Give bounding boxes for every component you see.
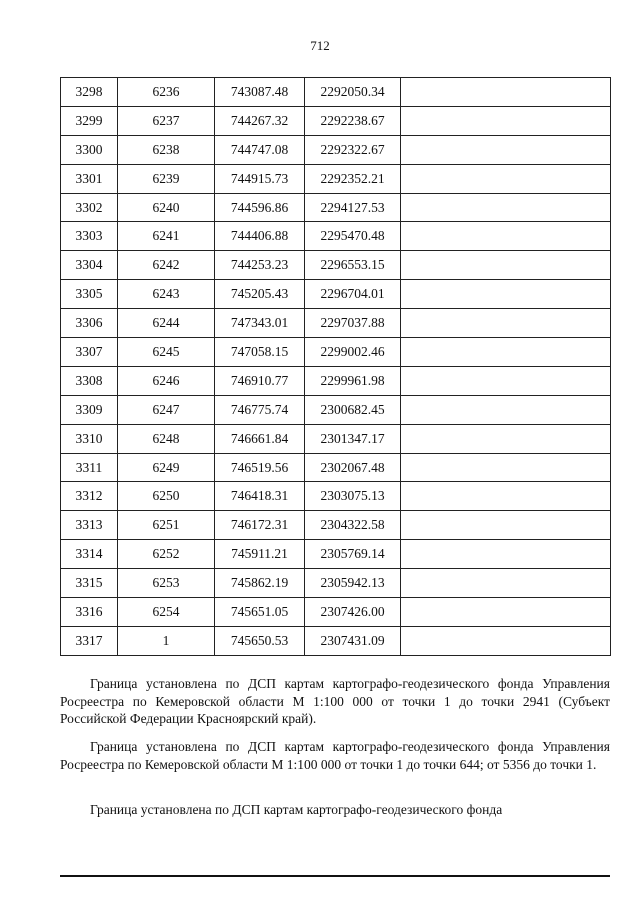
x-coordinate-cell: 744596.86 bbox=[215, 193, 305, 222]
point-number-cell: 6239 bbox=[118, 164, 215, 193]
table-row bbox=[61, 135, 611, 164]
row-number-cell: 3313 bbox=[61, 511, 118, 540]
x-coordinate-cell: 744747.08 bbox=[215, 135, 305, 164]
row-number-cell: 3308 bbox=[61, 366, 118, 395]
row-number-cell: 3301 bbox=[61, 164, 118, 193]
row-number-cell: 3302 bbox=[61, 193, 118, 222]
x-coordinate-cell: 746661.84 bbox=[215, 424, 305, 453]
x-coordinate-cell: 745650.53 bbox=[215, 626, 305, 655]
y-coordinate-cell: 2301347.17 bbox=[305, 424, 401, 453]
point-number-cell: 6244 bbox=[118, 309, 215, 338]
bottom-rule bbox=[60, 875, 610, 877]
note-cell bbox=[401, 164, 611, 193]
point-number-cell: 6248 bbox=[118, 424, 215, 453]
x-coordinate-cell: 743087.48 bbox=[215, 78, 305, 107]
point-number-cell: 6238 bbox=[118, 135, 215, 164]
table-row bbox=[61, 309, 611, 338]
row-number-cell: 3310 bbox=[61, 424, 118, 453]
table-row bbox=[61, 395, 611, 424]
x-coordinate-cell: 746172.31 bbox=[215, 511, 305, 540]
x-coordinate-cell: 747343.01 bbox=[215, 309, 305, 338]
table-row bbox=[61, 626, 611, 655]
note-cell bbox=[401, 309, 611, 338]
table-row bbox=[61, 164, 611, 193]
table-row bbox=[61, 598, 611, 627]
point-number-cell: 6241 bbox=[118, 222, 215, 251]
row-number-cell: 3309 bbox=[61, 395, 118, 424]
y-coordinate-cell: 2300682.45 bbox=[305, 395, 401, 424]
row-number-cell: 3303 bbox=[61, 222, 118, 251]
y-coordinate-cell: 2305942.13 bbox=[305, 569, 401, 598]
note-cell bbox=[401, 598, 611, 627]
y-coordinate-cell: 2307431.09 bbox=[305, 626, 401, 655]
note-cell bbox=[401, 424, 611, 453]
coordinates-table bbox=[60, 77, 611, 656]
note-cell bbox=[401, 193, 611, 222]
note-cell bbox=[401, 511, 611, 540]
point-number-cell: 6253 bbox=[118, 569, 215, 598]
point-number-cell: 6237 bbox=[118, 106, 215, 135]
x-coordinate-cell: 744267.32 bbox=[215, 106, 305, 135]
point-number-cell: 1 bbox=[118, 626, 215, 655]
row-number-cell: 3306 bbox=[61, 309, 118, 338]
note-cell bbox=[401, 78, 611, 107]
table-row bbox=[61, 78, 611, 107]
row-number-cell: 3300 bbox=[61, 135, 118, 164]
x-coordinate-cell: 744253.23 bbox=[215, 251, 305, 280]
row-number-cell: 3317 bbox=[61, 626, 118, 655]
y-coordinate-cell: 2292352.21 bbox=[305, 164, 401, 193]
point-number-cell: 6249 bbox=[118, 453, 215, 482]
point-number-cell: 6254 bbox=[118, 598, 215, 627]
point-number-cell: 6243 bbox=[118, 280, 215, 309]
point-number-cell: 6250 bbox=[118, 482, 215, 511]
boundary-paragraph-2: Граница установлена по ДСП картам картографо-геодезического фонда Управления Росреестра по Кемеровской области М 1:100 000 от точки 1 до точки 644; от 5356 до точки 1. bbox=[60, 739, 610, 772]
note-cell bbox=[401, 482, 611, 511]
note-cell bbox=[401, 338, 611, 367]
boundary-paragraph-1: Граница установлена по ДСП картам картографо-геодезического фонда Управления Росреестра по Кемеровской области М 1:100 000 от точки 1 до точки 2941 (Субъект Российской Федерации Красноярский край). bbox=[60, 676, 610, 726]
x-coordinate-cell: 745205.43 bbox=[215, 280, 305, 309]
row-number-cell: 3311 bbox=[61, 453, 118, 482]
y-coordinate-cell: 2297037.88 bbox=[305, 309, 401, 338]
x-coordinate-cell: 746418.31 bbox=[215, 482, 305, 511]
y-coordinate-cell: 2299002.46 bbox=[305, 338, 401, 367]
table-row bbox=[61, 569, 611, 598]
y-coordinate-cell: 2299961.98 bbox=[305, 366, 401, 395]
y-coordinate-cell: 2296553.15 bbox=[305, 251, 401, 280]
row-number-cell: 3316 bbox=[61, 598, 118, 627]
point-number-cell: 6247 bbox=[118, 395, 215, 424]
note-cell bbox=[401, 251, 611, 280]
note-cell bbox=[401, 540, 611, 569]
table-row bbox=[61, 511, 611, 540]
x-coordinate-cell: 745911.21 bbox=[215, 540, 305, 569]
coordinates-table-body bbox=[61, 78, 611, 656]
row-number-cell: 3312 bbox=[61, 482, 118, 511]
table-row bbox=[61, 424, 611, 453]
y-coordinate-cell: 2304322.58 bbox=[305, 511, 401, 540]
row-number-cell: 3314 bbox=[61, 540, 118, 569]
table-row bbox=[61, 482, 611, 511]
row-number-cell: 3315 bbox=[61, 569, 118, 598]
row-number-cell: 3299 bbox=[61, 106, 118, 135]
point-number-cell: 6251 bbox=[118, 511, 215, 540]
row-number-cell: 3298 bbox=[61, 78, 118, 107]
page-number: 712 bbox=[310, 38, 330, 53]
note-cell bbox=[401, 569, 611, 598]
y-coordinate-cell: 2302067.48 bbox=[305, 453, 401, 482]
y-coordinate-cell: 2303075.13 bbox=[305, 482, 401, 511]
y-coordinate-cell: 2305769.14 bbox=[305, 540, 401, 569]
y-coordinate-cell: 2292322.67 bbox=[305, 135, 401, 164]
y-coordinate-cell: 2296704.01 bbox=[305, 280, 401, 309]
note-cell bbox=[401, 366, 611, 395]
y-coordinate-cell: 2292238.67 bbox=[305, 106, 401, 135]
x-coordinate-cell: 745862.19 bbox=[215, 569, 305, 598]
y-coordinate-cell: 2307426.00 bbox=[305, 598, 401, 627]
table-row bbox=[61, 193, 611, 222]
table-row bbox=[61, 280, 611, 309]
table-row bbox=[61, 540, 611, 569]
point-number-cell: 6240 bbox=[118, 193, 215, 222]
x-coordinate-cell: 746910.77 bbox=[215, 366, 305, 395]
y-coordinate-cell: 2295470.48 bbox=[305, 222, 401, 251]
point-number-cell: 6252 bbox=[118, 540, 215, 569]
boundary-paragraph-3: Граница установлена по ДСП картам картографо-геодезического фонда bbox=[90, 802, 503, 817]
point-number-cell: 6246 bbox=[118, 366, 215, 395]
x-coordinate-cell: 746519.56 bbox=[215, 453, 305, 482]
point-number-cell: 6236 bbox=[118, 78, 215, 107]
point-number-cell: 6242 bbox=[118, 251, 215, 280]
table-row bbox=[61, 453, 611, 482]
note-cell bbox=[401, 626, 611, 655]
note-cell bbox=[401, 280, 611, 309]
point-number-cell: 6245 bbox=[118, 338, 215, 367]
note-cell bbox=[401, 222, 611, 251]
x-coordinate-cell: 744406.88 bbox=[215, 222, 305, 251]
note-cell bbox=[401, 395, 611, 424]
y-coordinate-cell: 2292050.34 bbox=[305, 78, 401, 107]
row-number-cell: 3304 bbox=[61, 251, 118, 280]
table-row bbox=[61, 366, 611, 395]
table-row bbox=[61, 106, 611, 135]
note-cell bbox=[401, 106, 611, 135]
x-coordinate-cell: 747058.15 bbox=[215, 338, 305, 367]
x-coordinate-cell: 745651.05 bbox=[215, 598, 305, 627]
table-row bbox=[61, 251, 611, 280]
x-coordinate-cell: 746775.74 bbox=[215, 395, 305, 424]
x-coordinate-cell: 744915.73 bbox=[215, 164, 305, 193]
table-row bbox=[61, 222, 611, 251]
note-cell bbox=[401, 453, 611, 482]
y-coordinate-cell: 2294127.53 bbox=[305, 193, 401, 222]
note-cell bbox=[401, 135, 611, 164]
row-number-cell: 3307 bbox=[61, 338, 118, 367]
table-row bbox=[61, 338, 611, 367]
row-number-cell: 3305 bbox=[61, 280, 118, 309]
